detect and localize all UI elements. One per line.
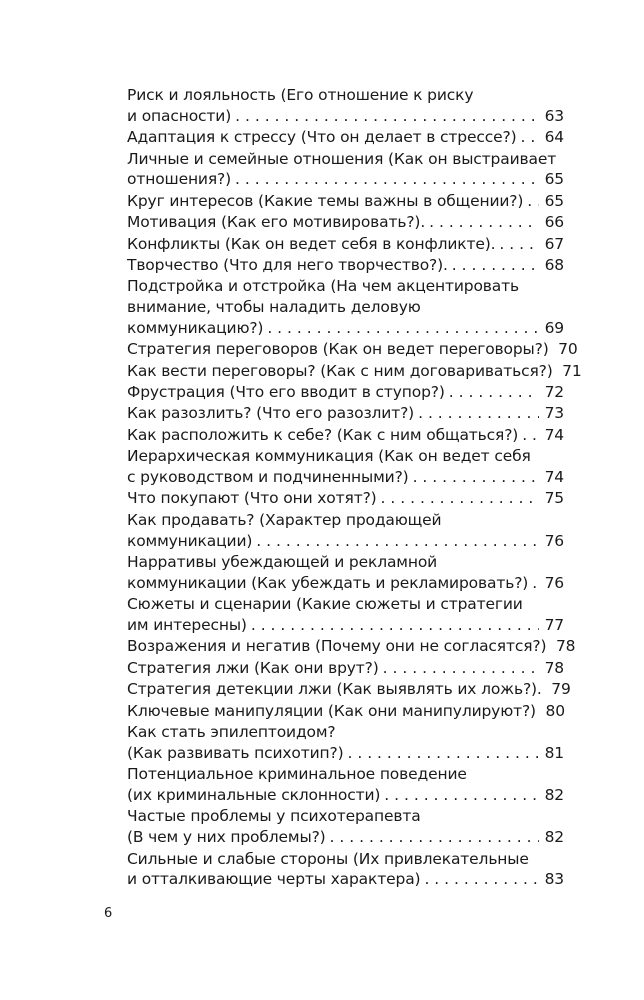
toc-entry-title-line: Сильные и слабые стороны (Их привлекательные bbox=[127, 849, 529, 868]
toc-entry-last-line bbox=[127, 615, 564, 636]
toc-entry-title-line: коммуникации (Как убеждать и рекламировать?) bbox=[127, 573, 529, 592]
toc-entry bbox=[127, 339, 578, 360]
toc-entry bbox=[127, 255, 564, 276]
toc-entry-last-line bbox=[127, 785, 564, 806]
dot-leader bbox=[235, 106, 539, 127]
toc-entry-last-line bbox=[127, 382, 564, 403]
toc-entry-page: 67 bbox=[544, 234, 564, 253]
toc-entry bbox=[127, 658, 564, 679]
toc-entry-page: 72 bbox=[544, 383, 564, 402]
dot-leader bbox=[429, 212, 539, 233]
toc-entry-page: 68 bbox=[544, 255, 564, 274]
toc-entry-page: 78 bbox=[555, 637, 576, 656]
toc-entry bbox=[127, 425, 564, 446]
toc-entry-title-line: Как расположить к себе? (Как с ним общаться?) bbox=[127, 425, 519, 444]
toc-entry-title-line: Как вести переговоры? (Как с ним договариваться?) bbox=[127, 361, 553, 380]
toc-entry-title-line: Адаптация к стрессу (Что он делает в стрессе?) bbox=[127, 128, 517, 147]
toc-entry-page: 82 bbox=[544, 828, 564, 847]
toc-entry-title-line: Что покупают (Что они хотят?) bbox=[127, 489, 377, 508]
toc-entry-page: 76 bbox=[544, 531, 564, 550]
toc-entry-title-line: Частые проблемы у психотерапевта bbox=[127, 807, 421, 826]
toc-entry-title-line: отношения?) bbox=[127, 170, 232, 189]
toc-entry-last-line bbox=[127, 318, 564, 339]
toc-entry-title-line: (В чем у них проблемы?) bbox=[127, 828, 326, 847]
dot-leader bbox=[520, 127, 539, 148]
toc-entry-title-line: коммуникацию?) bbox=[127, 318, 264, 337]
toc-entry-last-line bbox=[127, 234, 564, 255]
toc-entry bbox=[127, 85, 564, 127]
toc-entry-title-line: Подстройка и отстройка (На чем акцентировать bbox=[127, 277, 519, 296]
toc-entry-last-line bbox=[127, 658, 564, 679]
toc-entry-last-line bbox=[127, 127, 564, 148]
dot-leader bbox=[499, 234, 539, 255]
toc-entry-page: 63 bbox=[544, 106, 564, 125]
toc-entry-page: 74 bbox=[544, 425, 564, 444]
toc-entry-title-line: с руководством и подчиненными?) bbox=[127, 468, 409, 487]
toc-entry-last-line bbox=[127, 701, 564, 722]
toc-entry-last-line bbox=[127, 169, 564, 190]
toc-entry bbox=[127, 510, 564, 552]
toc-entry-last-line bbox=[127, 339, 578, 360]
toc-entry-last-line bbox=[127, 467, 564, 488]
toc-entry-last-line bbox=[127, 191, 564, 212]
toc-entry bbox=[127, 806, 564, 848]
dot-leader bbox=[532, 573, 539, 594]
toc-entry-title-line: Потенциальное криминальное поведение bbox=[127, 765, 467, 784]
dot-leader bbox=[381, 488, 539, 509]
toc-entry bbox=[127, 722, 564, 764]
dot-leader bbox=[348, 743, 540, 764]
toc-entry-last-line bbox=[127, 679, 571, 700]
toc-entry-last-line bbox=[127, 743, 564, 764]
toc-entry bbox=[127, 361, 582, 382]
toc-entry-last-line bbox=[127, 403, 564, 424]
toc-entry-page: 74 bbox=[544, 468, 564, 487]
toc-entry-page: 77 bbox=[544, 616, 564, 635]
toc-entry-last-line bbox=[127, 361, 582, 382]
toc-entry-title-line: и опасности) bbox=[127, 106, 232, 125]
dot-leader bbox=[449, 382, 539, 403]
toc-entry-title-line: Круг интересов (Какие темы важны в общении?) bbox=[127, 191, 524, 210]
toc-entry-page: 70 bbox=[558, 340, 578, 359]
toc-entry-title-line: Стратегия переговоров (Как он ведет переговоры?) bbox=[127, 340, 549, 359]
toc-entry-page: 73 bbox=[544, 404, 564, 423]
toc-entry-page: 65 bbox=[544, 170, 564, 189]
toc-entry-title-line: Как продавать? (Характер продающей bbox=[127, 510, 442, 529]
toc-entry-last-line bbox=[127, 869, 564, 890]
toc-entry-title-line: Мотивация (Как его мотивировать?). bbox=[127, 213, 426, 232]
toc-entry bbox=[127, 636, 576, 657]
toc-entry-title-line: коммуникации) bbox=[127, 531, 253, 550]
toc-entry-page: 71 bbox=[562, 361, 582, 380]
dot-leader bbox=[267, 318, 539, 339]
toc-entry-last-line bbox=[127, 425, 564, 446]
toc-entry bbox=[127, 446, 564, 488]
toc-entry-page: 64 bbox=[544, 128, 564, 147]
toc-entry-page: 80 bbox=[545, 701, 565, 720]
toc-entry-title-line: (Как развивать психотип?) bbox=[127, 743, 344, 762]
toc-entry-page: 76 bbox=[544, 573, 564, 592]
toc-entry-title-line: (их криминальные склонности) bbox=[127, 785, 381, 804]
toc-entry-title-line: Как разозлить? (Что его разозлит?) bbox=[127, 404, 415, 423]
toc-entry-title-line: Риск и лояльность (Его отношение к риску bbox=[127, 86, 474, 104]
toc-entry-title-line: Как стать эпилептоидом? bbox=[127, 722, 336, 741]
toc-entry-last-line bbox=[127, 106, 564, 127]
toc-entry-last-line bbox=[127, 573, 564, 594]
toc-entry bbox=[127, 234, 564, 255]
toc-entry-title-line: Стратегия лжи (Как они врут?) bbox=[127, 658, 379, 677]
dot-leader bbox=[418, 403, 539, 424]
toc-entry bbox=[127, 849, 564, 891]
toc-entry-title-line: Возражения и негатив (Почему они не согласятся?) bbox=[127, 637, 547, 656]
dot-leader bbox=[256, 531, 539, 552]
toc-entry-page: 81 bbox=[544, 743, 564, 762]
dot-leader bbox=[452, 255, 539, 276]
toc-entry-page: 82 bbox=[544, 785, 564, 804]
toc-entry-title-line: Сюжеты и сценарии (Какие сюжеты и стратегии bbox=[127, 595, 523, 614]
dot-leader bbox=[235, 169, 539, 190]
toc-entry bbox=[127, 212, 564, 233]
toc-entry-page: 79 bbox=[551, 680, 571, 699]
toc-entry bbox=[127, 276, 564, 338]
table-of-contents bbox=[127, 85, 582, 891]
dot-leader bbox=[424, 869, 539, 890]
dot-leader bbox=[251, 615, 539, 636]
toc-entry-title-line: Стратегия детекции лжи (Как выявлять их ложь?). bbox=[127, 680, 542, 699]
toc-entry-last-line bbox=[127, 488, 564, 509]
toc-entry bbox=[127, 191, 564, 212]
toc-entry bbox=[127, 679, 571, 700]
toc-entry-title-line: им интересны) bbox=[127, 616, 247, 635]
dot-leader bbox=[522, 425, 539, 446]
dot-leader bbox=[413, 467, 539, 488]
toc-entry bbox=[127, 149, 564, 191]
toc-entry-title-line: Ключевые манипуляции (Как они манипулируют?) bbox=[127, 701, 536, 720]
toc-entry-last-line bbox=[127, 255, 564, 276]
toc-entry-last-line bbox=[127, 212, 564, 233]
toc-entry-title-line: Иерархическая коммуникация (Как он ведет себя bbox=[127, 447, 531, 466]
toc-entry-title-line: Конфликты (Как он ведет себя в конфликте). bbox=[127, 234, 496, 253]
toc-entry bbox=[127, 552, 564, 594]
dot-leader bbox=[527, 191, 539, 212]
toc-entry-last-line bbox=[127, 636, 576, 657]
toc-entry-title-line: внимание, чтобы наладить деловую bbox=[127, 298, 421, 317]
toc-entry-page: 66 bbox=[544, 213, 564, 232]
toc-entry bbox=[127, 764, 564, 806]
toc-entry-page: 83 bbox=[544, 870, 564, 889]
toc-entry-page: 78 bbox=[544, 658, 564, 677]
dot-leader bbox=[330, 827, 539, 848]
toc-entry bbox=[127, 594, 564, 636]
toc-entry-title-line: Личные и семейные отношения (Как он выстраивает bbox=[127, 149, 557, 168]
toc-entry-title-line: и отталкивающие черты характера) bbox=[127, 870, 421, 889]
toc-entry bbox=[127, 488, 564, 509]
page-number: 6 bbox=[104, 906, 113, 921]
toc-entry bbox=[127, 701, 564, 722]
toc-entry bbox=[127, 403, 564, 424]
toc-entry-title-line: Фрустрация (Что его вводит в ступор?) bbox=[127, 383, 445, 402]
toc-entry-last-line bbox=[127, 827, 564, 848]
toc-entry-page: 65 bbox=[544, 191, 564, 210]
dot-leader bbox=[384, 785, 539, 806]
toc-entry bbox=[127, 382, 564, 403]
toc-entry-title-line: Нарративы убеждающей и рекламной bbox=[127, 553, 438, 572]
toc-entry-last-line bbox=[127, 531, 564, 552]
toc-entry-title-line: Творчество (Что для него творчество?). bbox=[127, 255, 448, 274]
toc-entry-page: 75 bbox=[544, 489, 564, 508]
dot-leader bbox=[383, 658, 539, 679]
toc-entry bbox=[127, 127, 564, 148]
toc-entry-page: 69 bbox=[544, 318, 564, 337]
